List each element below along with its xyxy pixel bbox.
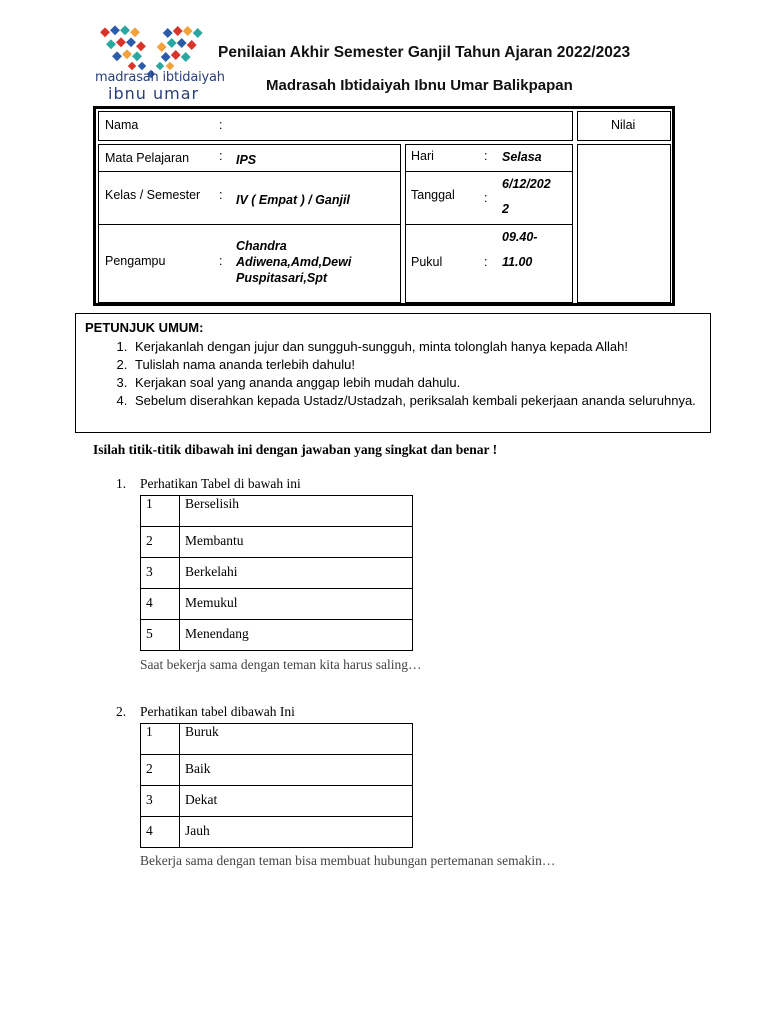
table-row xyxy=(141,620,413,651)
mapel-label: Mata Pelajaran xyxy=(105,151,190,165)
colon: : xyxy=(219,254,223,268)
row-text: Dekat xyxy=(180,786,413,817)
row-text: Berkelahi xyxy=(180,558,413,589)
table-row xyxy=(141,496,413,527)
hari-value: Selasa xyxy=(502,150,542,164)
row-text: Jauh xyxy=(180,817,413,848)
mapel-value: IPS xyxy=(236,153,257,167)
table-row xyxy=(141,786,413,817)
identity-form xyxy=(93,106,675,306)
table-row xyxy=(141,817,413,848)
table-row xyxy=(141,724,413,755)
row-text: Berselisih xyxy=(180,496,413,527)
pukul-value-2: 11.00 xyxy=(502,255,533,269)
nilai-header xyxy=(577,111,671,141)
table-row xyxy=(141,755,413,786)
row-number: 3 xyxy=(141,558,180,589)
nama-label: Nama xyxy=(105,118,139,132)
nilai-box[interactable] xyxy=(577,144,671,303)
pengampu-value-1: Chandra xyxy=(236,239,287,253)
hari-row xyxy=(405,144,573,172)
row-number: 2 xyxy=(141,755,180,786)
tanggal-row xyxy=(405,171,573,225)
row-number: 4 xyxy=(141,817,180,848)
kelas-row xyxy=(98,171,401,225)
question-prompt: Perhatikan Tabel di bawah ini xyxy=(140,476,301,491)
row-text: Baik xyxy=(180,755,413,786)
pengampu-label: Pengampu xyxy=(105,254,166,268)
pukul-label: Pukul xyxy=(411,255,443,269)
colon: : xyxy=(219,149,223,163)
options-table xyxy=(140,495,413,651)
nama-field[interactable] xyxy=(98,111,573,141)
row-number: 4 xyxy=(141,589,180,620)
pengampu-value-3: Puspitasari,Spt xyxy=(236,271,327,285)
pengampu-row xyxy=(98,224,401,303)
tanggal-value-2: 2 xyxy=(502,202,509,216)
list-item: 2. Tulislah nama ananda terlebih dahulu! xyxy=(131,356,701,374)
pukul-row xyxy=(405,224,573,303)
colon: : xyxy=(484,191,488,205)
school-name: Madrasah Ibtidaiyah Ibnu Umar Balikpapan xyxy=(266,77,573,94)
row-text: Menendang xyxy=(180,620,413,651)
row-number: 3 xyxy=(141,786,180,817)
page-title: Penilaian Akhir Semester Ganjil Tahun Ajaran 2022/2023 xyxy=(218,44,631,61)
logo-text-line2: ibnu umar xyxy=(108,84,200,103)
list-item: 4. Sebelum diserahkan kepada Ustadz/Ustadzah, periksalah kembali pekerjaan ananda seluruhnya. xyxy=(131,392,701,410)
question-number: 1. xyxy=(116,476,127,491)
table-row xyxy=(141,527,413,558)
tanggal-value-1: 6/12/202 xyxy=(502,177,551,191)
pengampu-value-2: Adiwena,Amd,Dewi xyxy=(236,255,352,269)
row-number: 2 xyxy=(141,527,180,558)
options-table xyxy=(140,723,413,848)
pukul-value-1: 09.40- xyxy=(502,230,538,244)
colon: : xyxy=(484,255,488,269)
colon: : xyxy=(219,118,223,132)
colon: : xyxy=(219,188,223,202)
row-text: Memukul xyxy=(180,589,413,620)
nilai-label: Nilai xyxy=(611,118,636,132)
table-row xyxy=(141,558,413,589)
table-row xyxy=(141,589,413,620)
tanggal-label: Tanggal xyxy=(411,188,455,202)
kelas-value: IV ( Empat ) / Ganjil xyxy=(236,193,350,207)
question-prompt: Perhatikan tabel dibawah Ini xyxy=(140,704,295,719)
mapel-row xyxy=(98,144,401,172)
instructions-title: PETUNJUK UMUM: xyxy=(85,320,204,335)
question-statement: Bekerja sama dengan teman bisa membuat hubungan pertemanan semakin… xyxy=(140,853,556,868)
row-number: 1 xyxy=(141,724,180,755)
section-instruction: Isilah titik-titik dibawah ini dengan jawaban yang singkat dan benar ! xyxy=(93,442,498,457)
instructions-list xyxy=(76,338,701,410)
general-instructions xyxy=(75,313,711,433)
list-item: 1. Kerjakanlah dengan jujur dan sungguh-sungguh, minta tolonglah hanya kepada Allah! xyxy=(131,338,701,356)
question-statement: Saat bekerja sama dengan teman kita harus saling… xyxy=(140,657,422,672)
row-text: Buruk xyxy=(180,724,413,755)
row-number: 1 xyxy=(141,496,180,527)
logo-text-line1: madrasah ibtidaiyah xyxy=(95,70,225,85)
hari-label: Hari xyxy=(411,149,434,163)
kelas-label: Kelas / Semester xyxy=(105,188,201,202)
row-text: Membantu xyxy=(180,527,413,558)
row-number: 5 xyxy=(141,620,180,651)
list-item: 3. Kerjakan soal yang ananda anggap lebih mudah dahulu. xyxy=(131,374,701,392)
question-number: 2. xyxy=(116,704,127,719)
colon: : xyxy=(484,149,488,163)
